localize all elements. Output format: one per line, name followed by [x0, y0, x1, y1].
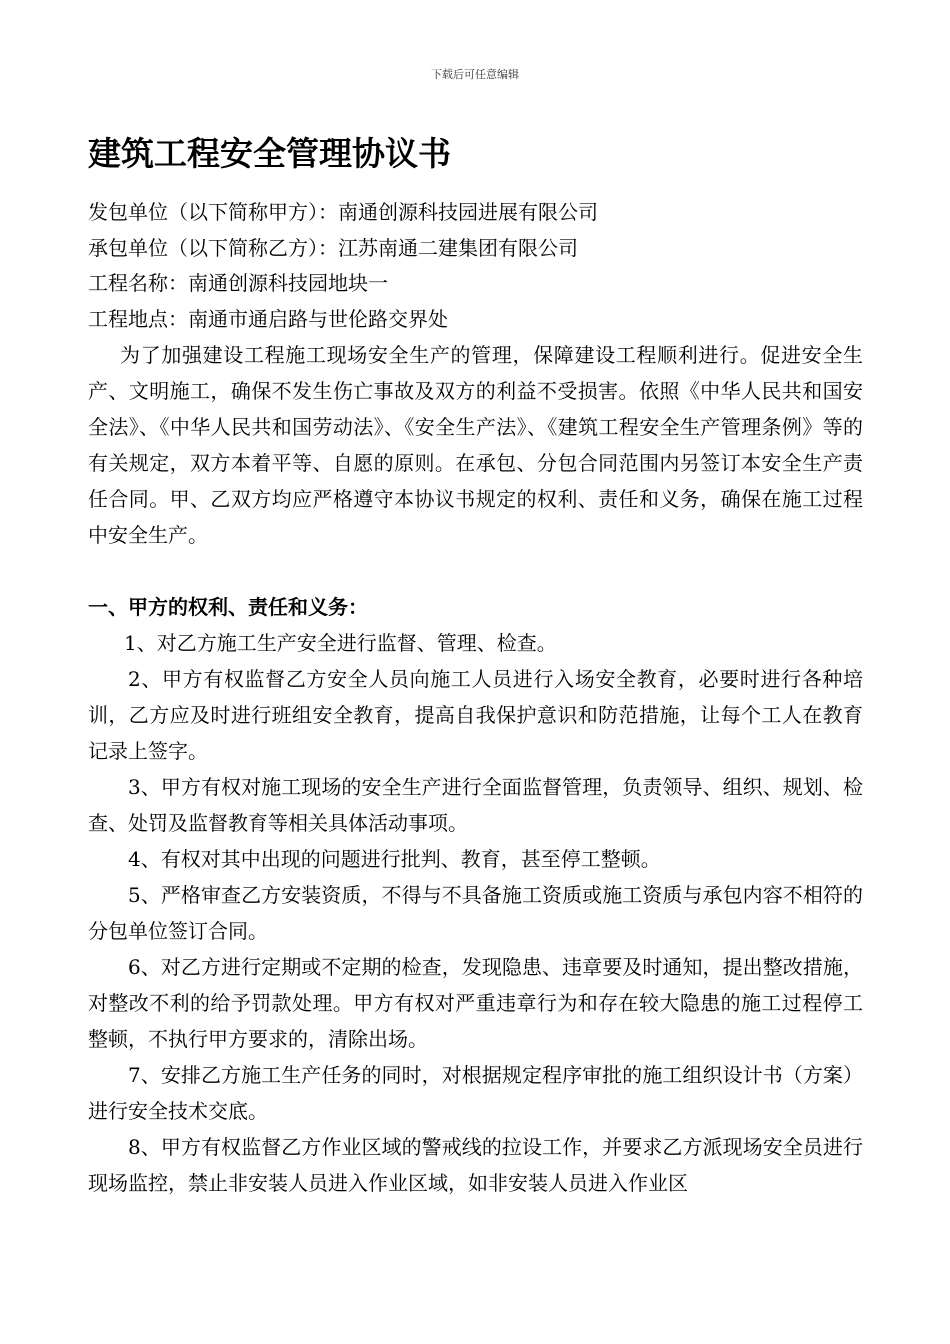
contractor-party-line: 发包单位（以下简称甲方）：南通创源科技园进展有限公司 [88, 200, 598, 224]
clause-7: 7、安排乙方施工生产任务的同时，对根据规定程序审批的施工组织设计书（方案）进行安全技术交底。 [88, 1063, 863, 1123]
clause-4: 4、有权对其中出现的问题进行批判、教育，甚至停工整顿。 [128, 847, 661, 871]
subcontractor-party-line: 承包单位（以下简称乙方）：江苏南通二建集团有限公司 [88, 235, 578, 260]
clause-1: 1、对乙方施工生产安全进行监督、管理、检查。 [124, 631, 557, 655]
clause-5: 5、严格审查乙方安装资质，不得与不具备施工资质或施工资质与承包内容不相符的分包单位签订合同。 [88, 883, 863, 943]
clause-3: 3、甲方有权对施工现场的安全生产进行全面监督管理，负责领导、组织、规划、检查、处罚及监督教育等相关具体活动事项。 [88, 775, 863, 835]
document-body [88, 195, 863, 1201]
project-name-line: 工程名称：南通创源科技园地块一 [88, 271, 388, 295]
intro-paragraph: 为了加强建设工程施工现场安全生产的管理，保障建设工程顺利进行。促进安全生产、文明施工，确保不发生伤亡事故及双方的利益不受损害。依照《中华人民共和国安全法》、《中华人民共和国劳动法》、《安全生产法》、《建筑工程安全生产管理条例》等的有关规定，双方本着平等、自愿的原则。在承包、分包合同范围内另签订本安全生产责任合同。甲、乙双方均应严格遵守本协议书规定的权利、责任和义务，确保在施工过程中安全生产。 [88, 343, 863, 547]
document-title: 建筑工程安全管理协议书 [88, 134, 451, 173]
clause-2: 2、甲方有权监督乙方安全人员向施工人员进行入场安全教育，必要时进行各种培训，乙方应及时进行班组安全教育，提高自我保护意识和防范措施，让每个工人在教育记录上签字。 [88, 667, 863, 763]
clause-6: 6、对乙方进行定期或不定期的检查，发现隐患、违章要及时通知，提出整改措施，对整改不利的给予罚款处理。甲方有权对严重违章行为和存在较大隐患的施工过程停工整顿，不执行甲方要求的，清除出场。 [88, 955, 863, 1051]
project-location-line: 工程地点：南通市通启路与世伦路交界处 [88, 306, 448, 331]
header-note: 下载后可任意编辑 [431, 68, 519, 81]
section-heading-party-a: 一、甲方的权利、责任和义务： [88, 595, 368, 619]
clause-8: 8、甲方有权监督乙方作业区域的警戒线的拉设工作，并要求乙方派现场安全员进行现场监控，禁止非安装人员进入作业区域，如非安装人员进入作业区 [88, 1135, 863, 1195]
